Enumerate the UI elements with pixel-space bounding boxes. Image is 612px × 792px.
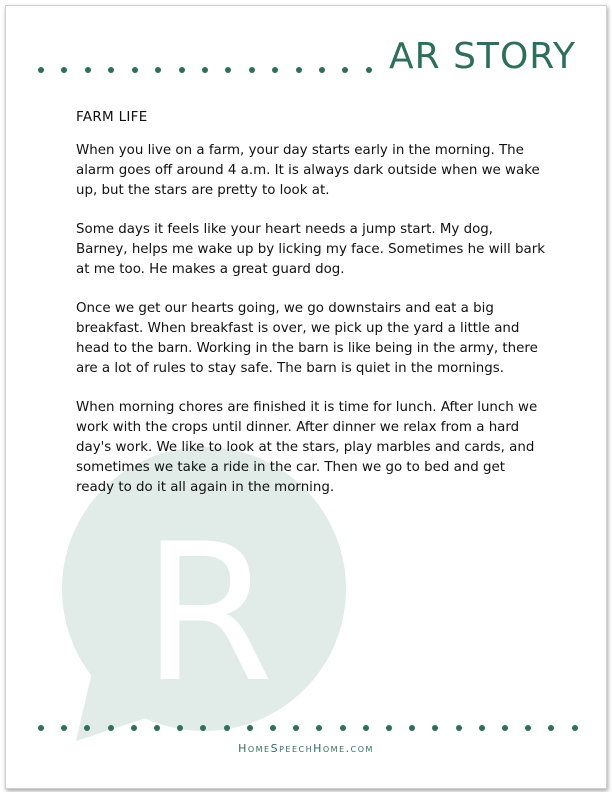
- dot: [132, 67, 138, 73]
- watermark-letter: R: [141, 503, 275, 724]
- dot: [200, 725, 206, 731]
- dot: [340, 725, 346, 731]
- dot: [108, 67, 114, 73]
- dot: [249, 67, 255, 73]
- dot: [224, 725, 230, 731]
- dot: [108, 725, 114, 731]
- dot: [61, 725, 67, 731]
- dot: [85, 67, 91, 73]
- dot: [386, 725, 392, 731]
- story-paragraph: Some days it feels like your heart needs a jump start. My dog, Barney, helps me wake up by licking my face. Sometimes he will bark at me too. He makes a great guard dog.: [76, 222, 545, 277]
- dot: [363, 725, 369, 731]
- dot: [409, 725, 415, 731]
- dot: [456, 725, 462, 731]
- dot: [179, 67, 185, 73]
- dot: [272, 67, 278, 73]
- dot: [247, 725, 253, 731]
- dot: [270, 725, 276, 731]
- dot: [342, 67, 348, 73]
- dot: [131, 725, 137, 731]
- worksheet-page: [5, 5, 607, 789]
- story-paragraph: When morning chores are finished it is time for lunch. After lunch we work with the crops until dinner. After dinner we relax from a hard day's work. We like to look at the stars, play marbles and cards, and sometimes we take a ride in the car. Then we go to bed and get ready to do it all again in the morning.: [76, 400, 538, 495]
- dot: [61, 67, 67, 73]
- dot: [319, 67, 325, 73]
- dot: [38, 725, 44, 731]
- page-title: AR STORY: [389, 36, 576, 77]
- dot: [548, 725, 554, 731]
- dot: [155, 67, 161, 73]
- dot: [177, 725, 183, 731]
- footer-website-url: HomeSpeechHome.com: [238, 742, 374, 755]
- dot: [84, 725, 90, 731]
- story-paragraph: When you live on a farm, your day starts early in the morning. The alarm goes off around 4 a.m. It is always dark outside when we wake up, but the stars are pretty to look at.: [76, 143, 540, 198]
- dot: [202, 67, 208, 73]
- dot: [293, 725, 299, 731]
- bottom-dot-divider: [38, 725, 578, 731]
- dot: [296, 67, 302, 73]
- dot: [479, 725, 485, 731]
- dot: [572, 725, 578, 731]
- story-body: [76, 141, 546, 517]
- top-dot-divider: [38, 67, 372, 73]
- dot: [38, 67, 44, 73]
- dot: [432, 725, 438, 731]
- dot: [154, 725, 160, 731]
- dot: [316, 725, 322, 731]
- dot: [366, 67, 372, 73]
- story-title: FARM LIFE: [76, 109, 148, 125]
- dot: [225, 67, 231, 73]
- dot: [525, 725, 531, 731]
- dot: [502, 725, 508, 731]
- story-paragraph: Once we get our hearts going, we go downstairs and eat a big breakfast. When breakfast is over, we pick up the yard a little and head to the barn. Working in the barn is like being in the army, there are a lot of rules to stay safe. The barn is quiet in the mornings.: [76, 301, 538, 376]
